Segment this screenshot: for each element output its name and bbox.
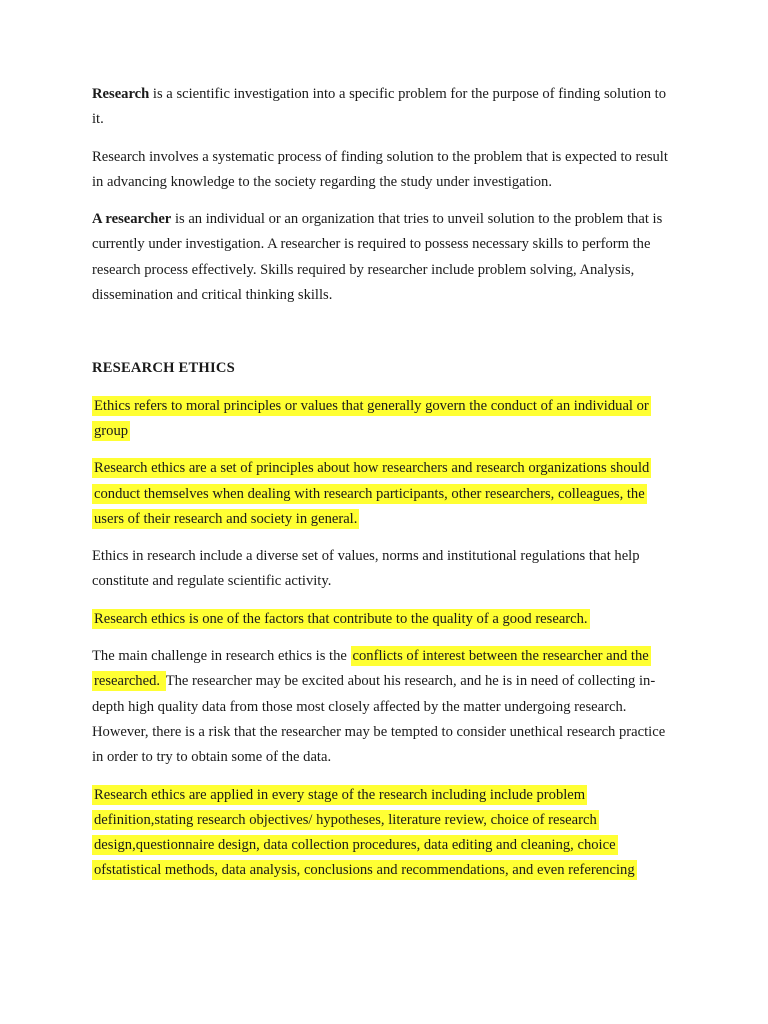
highlighted-text: Ethics refers to moral principles or values that generally govern the conduct of an individual or group	[94, 397, 649, 439]
paragraph-research-definition	[92, 82, 676, 133]
section-heading: RESEARCH ETHICS	[92, 360, 235, 377]
paragraph-research-ethics-definition	[92, 456, 676, 532]
definition-text: is an individual or an organization that tries to unveil solution to the problem that is currently under investigation. A researcher is required to possess necessary skills to perform the research process effectively. Skills required by researcher include problem solving, Analysis, dissemination and critical thinking skills.	[92, 211, 663, 304]
highlighted-text: Research ethics is one of the factors that contribute to the quality of a good research.	[94, 610, 588, 627]
definition-text: is a scientific investigation into a specific problem for the purpose of finding solution to it.	[92, 86, 667, 128]
highlighted-text: Research ethics are a set of principles about how researchers and research organizations should conduct themselves when dealing with research participants, other researchers, colleagues, the users of their research and society in general.	[94, 460, 650, 527]
term-researcher: A researcher	[92, 211, 172, 228]
paragraph-quality-factor	[92, 607, 676, 632]
paragraph-research-stages	[92, 783, 676, 884]
paragraph-researcher-definition	[92, 207, 676, 308]
term-research: Research	[92, 86, 150, 102]
plain-text: The main challenge in research ethics is the	[92, 648, 351, 665]
highlighted-text: Research ethics are applied in every stage of the research including include problem definition,stating research objectives/ hypotheses, literature review, choice of research design,questionnaire design, data collection procedures, data editing and cleaning, choice ofstatistical methods, data analysis, conclusions and recommendations, and even referencing	[94, 786, 635, 879]
paragraph-research-process: Research involves a systematic process of finding solution to the problem that is expected to result in advancing knowledge to the society regarding the study under investigation.	[92, 148, 668, 190]
paragraph-main-challenge	[92, 644, 676, 770]
paragraph-ethics-values: Ethics in research include a diverse set of values, norms and institutional regulations that help constitute and regulate scientific activity.	[92, 548, 640, 590]
highlighted-text: conflicts of interest between the researcher and the researched.	[94, 648, 649, 690]
plain-text: The researcher may be excited about his research, and he is in need of collecting in-depth high quality data from those most closely affected by the matter undergoing research. However, there is a risk that the researcher may be tempted to consider unethical research practice in order to try to obtain some of the data.	[92, 673, 666, 766]
paragraph-ethics-definition	[92, 394, 676, 445]
